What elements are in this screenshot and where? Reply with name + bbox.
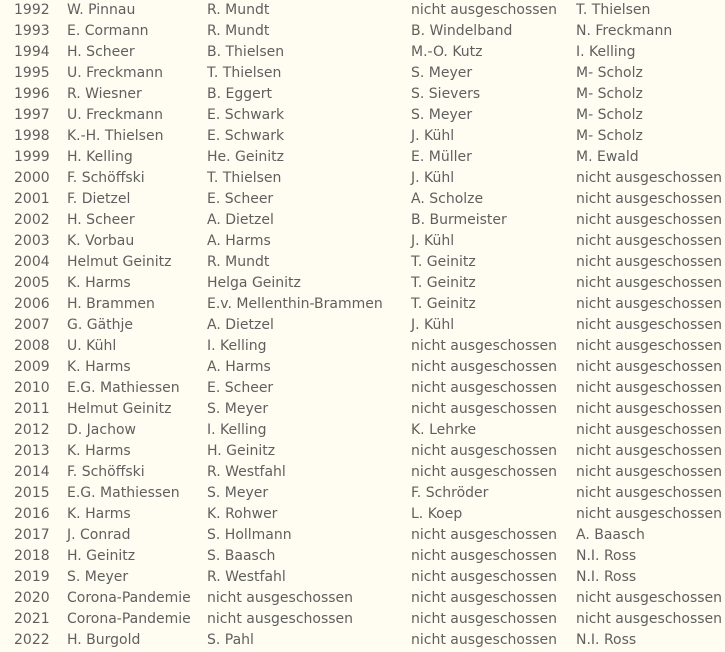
year-label: 2022 bbox=[14, 632, 50, 648]
winner-col-1-cell: K. Harms bbox=[67, 275, 131, 291]
winner-col-2-cell: H. Geinitz bbox=[207, 443, 276, 459]
winner-col-4-cell: nicht ausgeschossen bbox=[576, 611, 723, 627]
winner-col-1-cell: S. Meyer bbox=[67, 569, 129, 585]
year-label: 2000 bbox=[14, 170, 50, 186]
winner-col-3-cell: E. Müller bbox=[411, 149, 472, 165]
winner-col-3-cell: T. Geinitz bbox=[411, 254, 476, 270]
table-row bbox=[0, 357, 725, 378]
winner-col-1-cell: K.-H. Thielsen bbox=[67, 128, 164, 144]
winner-col-4-cell: nicht ausgeschossen bbox=[576, 422, 723, 438]
winner-col-2-cell: E. Schwark bbox=[207, 107, 285, 123]
winner-col-2-cell: nicht ausgeschossen bbox=[207, 611, 354, 627]
winner-col-4-cell: nicht ausgeschossen bbox=[576, 170, 723, 186]
year-cell bbox=[0, 231, 67, 252]
table-row bbox=[0, 483, 725, 504]
year-label: 1998 bbox=[14, 128, 50, 144]
table-row bbox=[0, 126, 725, 147]
winner-col-4-cell: nicht ausgeschossen bbox=[576, 338, 723, 354]
winner-col-4-cell: nicht ausgeschossen bbox=[576, 485, 723, 501]
winner-col-1-cell: K. Harms bbox=[67, 359, 131, 375]
winner-col-2-cell: B. Eggert bbox=[207, 86, 272, 102]
table-row bbox=[0, 168, 725, 189]
winner-col-4-cell: I. Kelling bbox=[576, 44, 636, 60]
winner-col-1-cell: R. Wiesner bbox=[67, 86, 142, 102]
winner-col-2-cell: R. Mundt bbox=[207, 254, 270, 270]
year-label: 1992 bbox=[14, 2, 50, 18]
year-cell bbox=[0, 483, 67, 504]
table-row bbox=[0, 420, 725, 441]
winner-col-1-cell: F. Dietzel bbox=[67, 191, 131, 207]
year-label: 2014 bbox=[14, 464, 50, 480]
winner-col-3-cell: J. Kühl bbox=[411, 233, 455, 249]
winner-col-1-cell: H. Scheer bbox=[67, 212, 135, 228]
winner-col-4-cell: nicht ausgeschossen bbox=[576, 212, 723, 228]
winner-col-2-cell: A. Harms bbox=[207, 359, 271, 375]
winner-col-2-cell: A. Dietzel bbox=[207, 317, 274, 333]
winner-col-2-cell: A. Harms bbox=[207, 233, 271, 249]
winner-col-3-cell: S. Sievers bbox=[411, 86, 481, 102]
winner-col-3-cell: nicht ausgeschossen bbox=[411, 338, 558, 354]
winner-col-1-cell: G. Gäthje bbox=[67, 317, 134, 333]
year-label: 1997 bbox=[14, 107, 50, 123]
winner-col-1-cell: H. Burgold bbox=[67, 632, 141, 648]
year-cell bbox=[0, 504, 67, 525]
winner-col-1-cell: K. Harms bbox=[67, 443, 131, 459]
year-cell bbox=[0, 336, 67, 357]
winner-col-1-cell: H. Scheer bbox=[67, 44, 135, 60]
winner-col-2-cell: B. Thielsen bbox=[207, 44, 285, 60]
winner-col-4-cell: M- Scholz bbox=[576, 86, 643, 102]
year-label: 2001 bbox=[14, 191, 50, 207]
year-cell bbox=[0, 42, 67, 63]
winner-col-2-cell: S. Baasch bbox=[207, 548, 276, 564]
year-cell bbox=[0, 63, 67, 84]
year-label: 1996 bbox=[14, 86, 50, 102]
winner-col-1-cell: F. Schöffski bbox=[67, 170, 145, 186]
winner-col-2-cell: nicht ausgeschossen bbox=[207, 590, 354, 606]
winner-col-4-cell: nicht ausgeschossen bbox=[576, 590, 723, 606]
winner-col-4-cell: M- Scholz bbox=[576, 107, 643, 123]
year-label: 2021 bbox=[14, 611, 50, 627]
winner-col-2-cell: S. Hollmann bbox=[207, 527, 292, 543]
winner-col-3-cell: nicht ausgeschossen bbox=[411, 632, 558, 648]
table-row bbox=[0, 84, 725, 105]
winner-col-3-cell: nicht ausgeschossen bbox=[411, 2, 558, 18]
winner-col-3-cell: nicht ausgeschossen bbox=[411, 569, 558, 585]
winner-col-3-cell: J. Kühl bbox=[411, 128, 455, 144]
winner-col-2-cell: K. Rohwer bbox=[207, 506, 278, 522]
table-row bbox=[0, 63, 725, 84]
year-cell bbox=[0, 315, 67, 336]
winner-col-3-cell: nicht ausgeschossen bbox=[411, 611, 558, 627]
winner-col-3-cell: S. Meyer bbox=[411, 65, 473, 81]
winner-col-4-cell: T. Thielsen bbox=[576, 2, 651, 18]
winner-col-2-cell: T. Thielsen bbox=[207, 170, 282, 186]
winner-col-3-cell: T. Geinitz bbox=[411, 275, 476, 291]
year-cell bbox=[0, 0, 67, 21]
table-row bbox=[0, 210, 725, 231]
year-cell bbox=[0, 546, 67, 567]
winner-col-2-cell: E. Schwark bbox=[207, 128, 285, 144]
winner-col-2-cell: I. Kelling bbox=[207, 422, 267, 438]
winner-col-4-cell: nicht ausgeschossen bbox=[576, 506, 723, 522]
year-cell bbox=[0, 189, 67, 210]
winner-col-2-cell: E. Scheer bbox=[207, 380, 274, 396]
year-label: 1995 bbox=[14, 65, 50, 81]
winner-col-2-cell: S. Meyer bbox=[207, 401, 269, 417]
table-row bbox=[0, 441, 725, 462]
winner-col-3-cell: T. Geinitz bbox=[411, 296, 476, 312]
year-cell bbox=[0, 273, 67, 294]
winner-col-3-cell: B. Burmeister bbox=[411, 212, 507, 228]
winner-col-1-cell: F. Schöffski bbox=[67, 464, 145, 480]
table-row bbox=[0, 609, 725, 630]
winner-col-4-cell: M- Scholz bbox=[576, 128, 643, 144]
winner-col-3-cell: A. Scholze bbox=[411, 191, 484, 207]
year-cell bbox=[0, 126, 67, 147]
winner-col-3-cell: nicht ausgeschossen bbox=[411, 548, 558, 564]
winner-col-4-cell: N. Freckmann bbox=[576, 23, 673, 39]
year-label: 2018 bbox=[14, 548, 50, 564]
table-row bbox=[0, 315, 725, 336]
year-label: 1994 bbox=[14, 44, 50, 60]
table-row bbox=[0, 504, 725, 525]
year-label: 2012 bbox=[14, 422, 50, 438]
table-row bbox=[0, 588, 725, 609]
year-label: 2006 bbox=[14, 296, 50, 312]
year-cell bbox=[0, 567, 67, 588]
year-label: 2008 bbox=[14, 338, 50, 354]
winner-col-3-cell: nicht ausgeschossen bbox=[411, 527, 558, 543]
winner-col-4-cell: N.I. Ross bbox=[576, 548, 637, 564]
year-cell bbox=[0, 147, 67, 168]
winner-col-4-cell: nicht ausgeschossen bbox=[576, 359, 723, 375]
winner-col-2-cell: E.v. Mellenthin-Brammen bbox=[207, 296, 383, 312]
winner-col-4-cell: nicht ausgeschossen bbox=[576, 401, 723, 417]
year-cell bbox=[0, 441, 67, 462]
table-row bbox=[0, 105, 725, 126]
winner-col-2-cell: R. Westfahl bbox=[207, 569, 286, 585]
winner-col-4-cell: nicht ausgeschossen bbox=[576, 443, 723, 459]
year-label: 2009 bbox=[14, 359, 50, 375]
year-label: 2007 bbox=[14, 317, 50, 333]
winner-col-1-cell: E.G. Mathiessen bbox=[67, 485, 180, 501]
winner-col-1-cell: U. Freckmann bbox=[67, 65, 164, 81]
winner-col-2-cell: S. Pahl bbox=[207, 632, 254, 648]
winner-col-1-cell: W. Pinnau bbox=[67, 2, 136, 18]
winner-col-3-cell: S. Meyer bbox=[411, 107, 473, 123]
table-row bbox=[0, 462, 725, 483]
year-cell bbox=[0, 294, 67, 315]
winner-col-3-cell: J. Kühl bbox=[411, 317, 455, 333]
year-cell bbox=[0, 357, 67, 378]
winner-col-2-cell: R. Mundt bbox=[207, 2, 270, 18]
winner-col-4-cell: nicht ausgeschossen bbox=[576, 317, 723, 333]
year-cell bbox=[0, 399, 67, 420]
winner-col-1-cell: H. Brammen bbox=[67, 296, 155, 312]
winner-col-4-cell: M- Scholz bbox=[576, 65, 643, 81]
winner-col-3-cell: nicht ausgeschossen bbox=[411, 464, 558, 480]
table-row bbox=[0, 147, 725, 168]
table-row bbox=[0, 630, 725, 651]
winner-col-1-cell: J. Conrad bbox=[67, 527, 131, 543]
table-row bbox=[0, 336, 725, 357]
year-label: 2011 bbox=[14, 401, 50, 417]
year-label: 2013 bbox=[14, 443, 50, 459]
winner-col-3-cell: M.-O. Kutz bbox=[411, 44, 483, 60]
winner-col-3-cell: nicht ausgeschossen bbox=[411, 359, 558, 375]
winner-col-3-cell: K. Lehrke bbox=[411, 422, 477, 438]
winner-col-2-cell: A. Dietzel bbox=[207, 212, 274, 228]
winner-col-1-cell: E. Cormann bbox=[67, 23, 149, 39]
winner-col-4-cell: nicht ausgeschossen bbox=[576, 233, 723, 249]
year-cell bbox=[0, 21, 67, 42]
table-row bbox=[0, 546, 725, 567]
winner-col-2-cell: Helga Geinitz bbox=[207, 275, 301, 291]
winner-col-1-cell: Corona-Pandemie bbox=[67, 611, 191, 627]
table-row bbox=[0, 567, 725, 588]
year-cell bbox=[0, 588, 67, 609]
winner-col-4-cell: nicht ausgeschossen bbox=[576, 296, 723, 312]
winner-col-3-cell: J. Kühl bbox=[411, 170, 455, 186]
table-row bbox=[0, 0, 725, 21]
winner-col-1-cell: K. Harms bbox=[67, 506, 131, 522]
winner-col-1-cell: Corona-Pandemie bbox=[67, 590, 191, 606]
winner-col-3-cell: nicht ausgeschossen bbox=[411, 380, 558, 396]
winner-col-4-cell: nicht ausgeschossen bbox=[576, 464, 723, 480]
year-label: 1999 bbox=[14, 149, 50, 165]
winner-col-2-cell: He. Geinitz bbox=[207, 149, 284, 165]
winner-col-1-cell: K. Vorbau bbox=[67, 233, 135, 249]
year-cell bbox=[0, 210, 67, 231]
year-label: 1993 bbox=[14, 23, 50, 39]
winner-col-2-cell: S. Meyer bbox=[207, 485, 269, 501]
winner-col-4-cell: nicht ausgeschossen bbox=[576, 275, 723, 291]
winner-col-2-cell: R. Mundt bbox=[207, 23, 270, 39]
winner-col-2-cell: R. Westfahl bbox=[207, 464, 286, 480]
winner-col-3-cell: B. Windelband bbox=[411, 23, 513, 39]
winner-col-4-cell: nicht ausgeschossen bbox=[576, 380, 723, 396]
year-cell bbox=[0, 525, 67, 546]
year-label: 2016 bbox=[14, 506, 50, 522]
winner-col-1-cell: U. Freckmann bbox=[67, 107, 164, 123]
winner-col-2-cell: I. Kelling bbox=[207, 338, 267, 354]
year-cell bbox=[0, 84, 67, 105]
year-label: 2017 bbox=[14, 527, 50, 543]
winner-col-2-cell: T. Thielsen bbox=[207, 65, 282, 81]
year-label: 2004 bbox=[14, 254, 50, 270]
winner-col-4-cell: A. Baasch bbox=[576, 527, 645, 543]
winner-col-4-cell: nicht ausgeschossen bbox=[576, 191, 723, 207]
table-row bbox=[0, 189, 725, 210]
year-cell bbox=[0, 609, 67, 630]
year-cell bbox=[0, 168, 67, 189]
table-row bbox=[0, 273, 725, 294]
winner-col-1-cell: U. Kühl bbox=[67, 338, 117, 354]
year-label: 2003 bbox=[14, 233, 50, 249]
year-cell bbox=[0, 378, 67, 399]
winner-col-1-cell: E.G. Mathiessen bbox=[67, 380, 180, 396]
year-cell bbox=[0, 630, 67, 651]
table-row bbox=[0, 231, 725, 252]
winner-col-4-cell: N.I. Ross bbox=[576, 632, 637, 648]
winner-col-1-cell: D. Jachow bbox=[67, 422, 136, 438]
year-label: 2002 bbox=[14, 212, 50, 228]
year-cell bbox=[0, 252, 67, 273]
winner-col-1-cell: H. Kelling bbox=[67, 149, 133, 165]
winner-col-3-cell: nicht ausgeschossen bbox=[411, 590, 558, 606]
year-cell bbox=[0, 420, 67, 441]
winner-col-3-cell: nicht ausgeschossen bbox=[411, 401, 558, 417]
year-label: 2010 bbox=[14, 380, 50, 396]
table-row bbox=[0, 399, 725, 420]
year-label: 2005 bbox=[14, 275, 50, 291]
year-label: 2020 bbox=[14, 590, 50, 606]
table-row bbox=[0, 294, 725, 315]
table-row bbox=[0, 378, 725, 399]
year-cell bbox=[0, 462, 67, 483]
table-row bbox=[0, 525, 725, 546]
year-label: 2015 bbox=[14, 485, 50, 501]
year-cell bbox=[0, 105, 67, 126]
winner-col-3-cell: F. Schröder bbox=[411, 485, 489, 501]
table-row bbox=[0, 252, 725, 273]
table-row bbox=[0, 42, 725, 63]
winner-col-2-cell: E. Scheer bbox=[207, 191, 274, 207]
winner-col-4-cell: M. Ewald bbox=[576, 149, 639, 165]
winner-col-4-cell: nicht ausgeschossen bbox=[576, 254, 723, 270]
winner-col-3-cell: L. Koep bbox=[411, 506, 463, 522]
winner-col-1-cell: Helmut Geinitz bbox=[67, 401, 172, 417]
winner-col-1-cell: Helmut Geinitz bbox=[67, 254, 172, 270]
winner-col-1-cell: H. Geinitz bbox=[67, 548, 136, 564]
table-row bbox=[0, 21, 725, 42]
year-label: 2019 bbox=[14, 569, 50, 585]
winner-col-4-cell: N.I. Ross bbox=[576, 569, 637, 585]
winner-col-3-cell: nicht ausgeschossen bbox=[411, 443, 558, 459]
